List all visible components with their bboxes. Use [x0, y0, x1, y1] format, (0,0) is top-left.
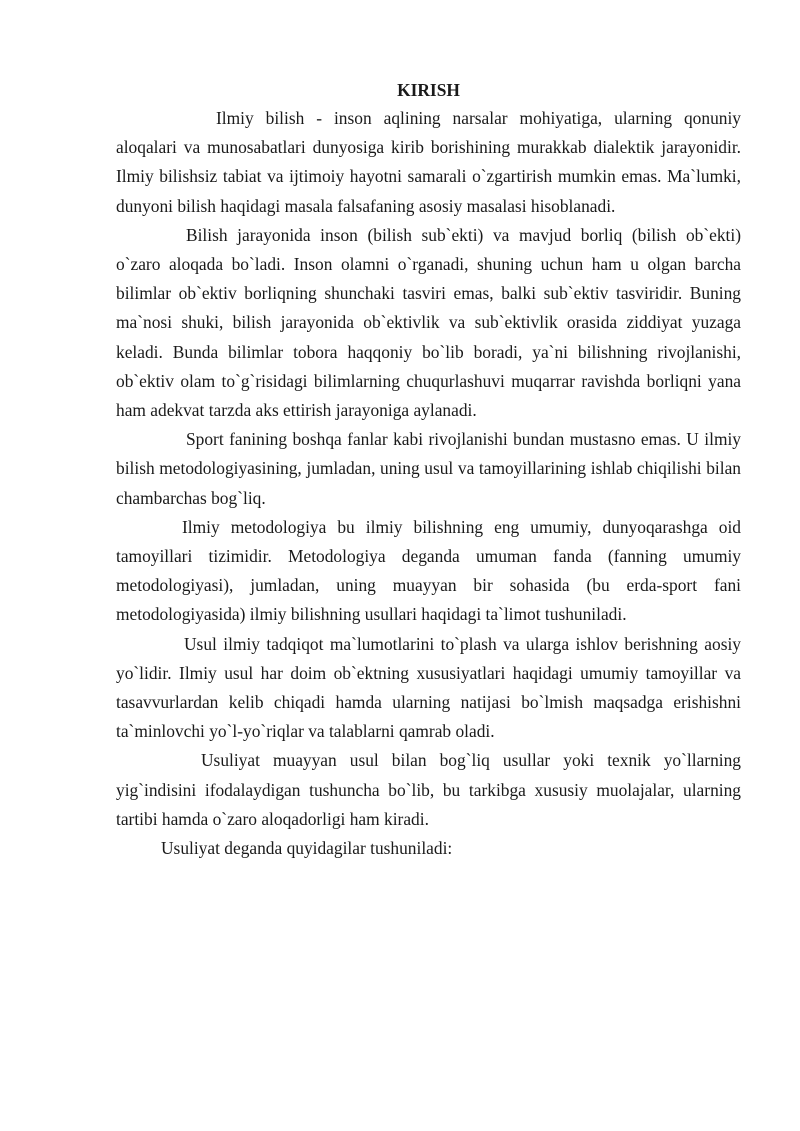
paragraph: Ilmiy bilish - inson aqlining narsalar mohiyatiga, ularning qonuniy aloqalari va munosabatlari dunyosiga kirib borishining murakkab dialektik jarayonidir. Ilmiy bilishsiz tabiat va ijtimoiy hayotni samarali o`zgartirish mumkin emas. Ma`lumki, dunyoni bilish haqidagi masala falsafaning asosiy masalasi hisoblanadi.	[116, 108, 741, 216]
document-title: KIRISH	[397, 80, 460, 100]
paragraph: Sport fanining boshqa fanlar kabi rivojlanishi bundan mustasno emas. U ilmiy bilish metodologiyasining, jumladan, uning usul va tamoyillarining ishlab chiqilishi bilan chambarchas bog`liq.	[116, 429, 741, 508]
paragraph: Usuliyat muayyan usul bilan bog`liq usullar yoki texnik yo`llarning yig`indisini ifodalaydigan tushuncha bo`lib, bu tarkibga xususiy muolajalar, ularning tartibi hamda o`zaro aloqadorligi ham kiradi.	[116, 750, 741, 829]
document-body	[116, 76, 741, 863]
paragraph: Bilish jarayonida inson (bilish sub`ekti) va mavjud borliq (bilish ob`ekti) o`zaro aloqada bo`ladi. Inson olamni o`rganadi, shuning uchun ham u olgan barcha bilimlar ob`ektiv borliqning shunchaki tasviri emas, balki sub`ektiv tasviridir. Buning ma`nosi shuki, bilish jarayonida ob`ektivlik va sub`ektivlik orasida ziddiyat yuzaga keladi. Bunda bilimlar tobora haqqoniy bo`lib boradi, ya`ni bilishning rivojlanishi, ob`ektiv olam to`g`risidagi bilimlarning chuqurlashuvi muqarrar ravishda borliqni yana ham adekvat tarzda aks ettirish jarayoniga aylanadi.	[116, 224, 741, 421]
paragraph: Usul ilmiy tadqiqot ma`lumotlarini to`plash va ularga ishlov berishning aosiy yo`lidir. Ilmiy usul har doim ob`ektning xususiyatlari haqidagi umumiy tamoyillar va tasavvurlardan kelib chiqadi hamda ularning natijasi bo`lmish maqsadga erishishni ta`minlovchi yo`l-yo`riqlar va talablarni qamrab oladi.	[116, 633, 741, 742]
paragraph: Usuliyat deganda quyidagilar tushuniladi:	[161, 838, 453, 859]
paragraph: Ilmiy metodologiya bu ilmiy bilishning eng umumiy, dunyoqarashga oid tamoyillari tizimidir. Metodologiya deganda umuman fanda (fanning umumiy metodologiyasi), jumladan, uning muayyan bir sohasida (bu erda-sport fani metodologiyasida) ilmiy bilishning usullari haqidagi ta`limot tushuniladi.	[116, 516, 741, 625]
